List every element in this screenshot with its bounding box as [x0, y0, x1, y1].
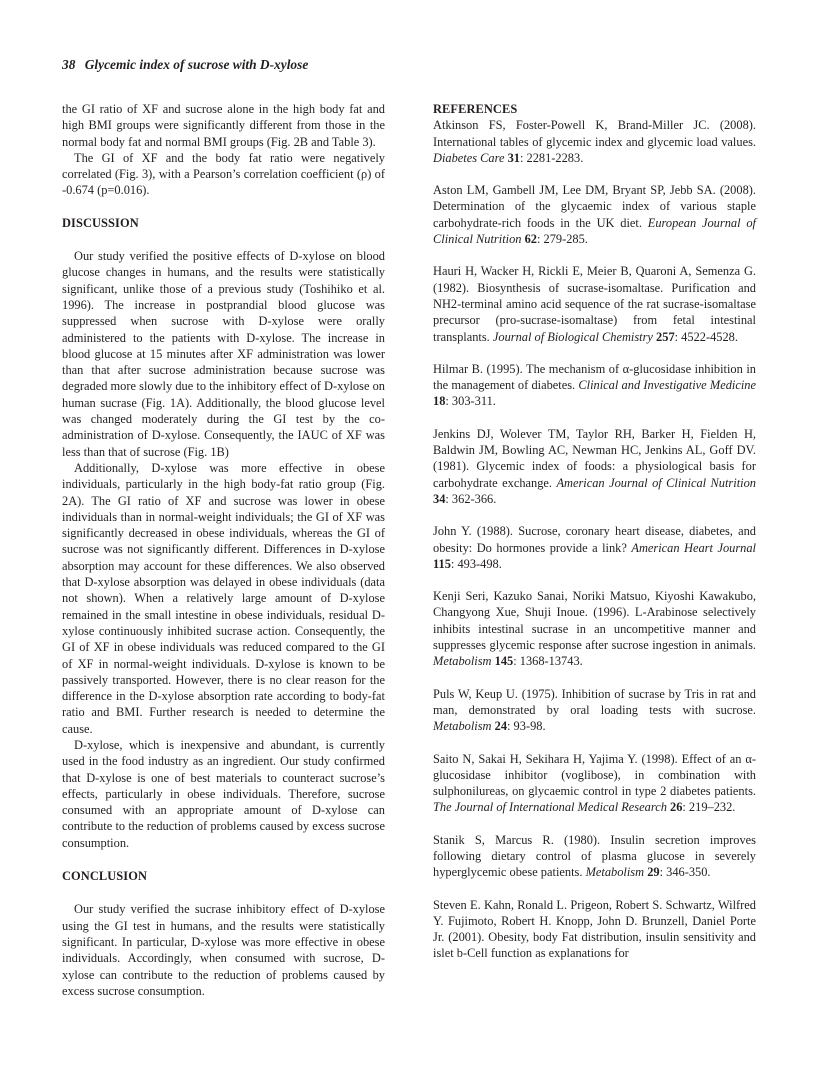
reference-volume: 18 [433, 394, 446, 409]
reference-text: Stanik S, Marcus R. (1980). Insulin secretion improves following dietary control of plasma glucose in severely hyperglycemic obese patients. [433, 832, 756, 880]
reference-text: Hauri H, Wacker H, Rickli E, Meier B, Quaroni A, Semenza G. (1982). Biosynthesis of sucrase-isomaltase. Purification and NH2-terminal amino acid sequence of the rat sucrase-isomaltase precursor (pro-sucrase-isomaltase) from fetal intestinal transplants. [433, 264, 756, 344]
reference-volume: 29 [647, 865, 660, 880]
reference-journal: Journal of Biological Chemistry [492, 329, 653, 344]
body-paragraph: the GI ratio of XF and sucrose alone in the high body fat and high BMI groups were significantly different from those in the normal body fat and normal BMI groups (Fig. 2B and Table 3). [62, 102, 385, 149]
running-header [62, 57, 308, 73]
reference-journal: Metabolism [433, 654, 492, 669]
reference-text: John Y. (1988). Sucrose, coronary heart disease, diabetes, and obesity: Do hormones provide a link? [433, 524, 756, 555]
reference-item [433, 523, 756, 572]
references-heading: REFERENCES [433, 102, 518, 116]
body-paragraph: Our study verified the sucrase inhibitory effect of D-xylose using the GI test in humans, and the results were statistically significant. In particular, D-xylose was more effective in obese individuals. Accordingly, when consumed with sucrose, D-xylose can contribute to the reduction of problems caused by excess sucrose consumption. [62, 902, 385, 998]
reference-journal: Metabolism [433, 719, 492, 734]
body-paragraph: D-xylose, which is inexpensive and abundant, is currently used in the food industry as an ingredient. Our study confirmed that D-xylose is one of best materials to counteract sucrose’s effects, particularly in obese individuals. Therefore, sucrose consumed with an appropriate amount of D-xylose can contribute to the reduction of problems caused by excess sucrose consumption. [62, 737, 385, 850]
reference-journal: European Journal of Clinical Nutrition [433, 215, 756, 247]
body-paragraph: The GI of XF and the body fat ratio were negatively correlated (Fig. 3), with a Pearson’s correlation coefficient (ρ) of -0.674 (p=0.016). [62, 150, 385, 198]
reference-item [433, 117, 756, 166]
body-paragraph: Additionally, D-xylose was more effective in obese individuals, particularly in the high body-fat ratio group (Fig. 2A). The GI ratio of XF and sucrose was lower in obese individuals than in normal-weight individuals; the GI of XF was significantly decreased in obese individuals, whereas the GI of sucrose was not significantly different. Differences in D-xylose absorption may account for these differences. We also observed that D-xylose absorption was delayed in obese individuals (data not shown). When a relatively large amount of D-xylose remained in the small intestine in obese individuals, residual D-xylose continuously inhibited sucrase action. Consequently, the GI of XF in obese individuals was reduced compared to the GI of XF in normal-weight individuals. D-xylose is known to be passively transported. However, there is no clear reason for the difference in the D-xylose absorption rate according to body-fat ratio and BMI. Further research is needed to determine the cause. [62, 460, 385, 736]
page-number: 38 [62, 57, 76, 72]
reference-volume: 24 [494, 719, 508, 734]
body-paragraph: Our study verified the positive effects of D-xylose on blood glucose changes in humans, and the results were statistically significant, unlike those of a previous study (Toshihiko et al. 1996). The increase in postprandial blood glucose was suppressed when sucrose with D-xylose were orally administered to the patients with D-xylose. The increase in blood glucose at 15 minutes after XF administration was lower than that after sucrose administration because sucrose was degraded more slowly due to the inhibitory effect of D-xylose on human sucrase (Fig. 1A). Additionally, the blood glucose level was changed moderately during the GI test by the co-administration of D-xylose. Consequently, the IAUC of XF was less than that of sucrose (Fig. 1B) [62, 249, 385, 459]
reference-volume: 34 [433, 491, 446, 506]
reference-journal: Clinical and Investigative Medicine [578, 378, 756, 393]
reference-text: Jenkins DJ, Wolever TM, Taylor RH, Barker H, Fielden H, Baldwin JM, Bowling AC, Newman HC, Jenkins AL, Goff DV. (1981). Glycemic index of foods: a physiological basis for carbohydrate exchange. [433, 426, 756, 490]
reference-text: Kenji Seri, Kazuko Sanai, Noriki Matsuo, Kiyoshi Kawakubo, Changyong Xue, Shuji Inoue. (1996). L-Arabinose selectively inhibits intestinal sucrase in an uncompetitive manner and suppresses glycemic response after sucrose ingestion in animals. [433, 589, 756, 653]
reference-pages: : 93-98. [507, 719, 546, 734]
reference-pages: : 219–232. [682, 800, 736, 815]
reference-pages: : 279-285. [536, 232, 588, 247]
reference-text: Atkinson FS, Foster-Powell K, Brand-Miller JC. (2008). International tables of glycemic index and glycemic load values. [433, 118, 756, 149]
reference-journal: American Journal of Clinical Nutrition [556, 475, 756, 490]
right-column [433, 101, 756, 978]
reference-item [433, 686, 756, 735]
reference-journal: The Journal of International Medical Research [433, 800, 667, 815]
left-column [62, 101, 385, 999]
reference-volume: 31 [507, 150, 520, 165]
reference-item [433, 588, 756, 669]
reference-volume: 115 [433, 556, 451, 571]
reference-volume: 62 [524, 232, 537, 247]
reference-pages: : 346-350. [659, 865, 711, 880]
reference-volume: 26 [670, 800, 683, 815]
reference-journal: Diabetes Care [433, 150, 505, 165]
reference-pages: : 1368-13743. [513, 654, 583, 669]
reference-pages: : 303-311. [445, 394, 496, 409]
reference-text: Hilmar B. (1995). The mechanism of α-glucosidase inhibition in the management of diabetes. [433, 361, 756, 393]
discussion-heading: DISCUSSION [62, 215, 139, 230]
reference-text: Steven E. Kahn, Ronald L. Prigeon, Robert S. Schwartz, Wilfred Y. Fujimoto, Robert H. Knopp, John D. Brunzell, Daniel Porte Jr. (2001). Obesity, body Fat distribution, insulin sensitivity and islet b-Cell function as explanations for [433, 897, 756, 961]
reference-list [433, 117, 756, 961]
reference-item [433, 426, 756, 507]
running-title: Glycemic index of sucrose with D-xylose [84, 57, 309, 72]
reference-item [433, 263, 756, 344]
reference-text: Saito N, Sakai H, Sekihara H, Yajima Y. (1998). Effect of an α-glucosidase inhibitor (voglibose), in combination with sulphonilureas, on glycaemic control in type 2 diabetes patients. [433, 751, 756, 799]
conclusion-heading: CONCLUSION [62, 869, 147, 884]
reference-item [433, 832, 756, 881]
reference-pages: : 4522-4528. [674, 329, 738, 344]
reference-item [433, 751, 756, 816]
reference-item [433, 897, 756, 962]
reference-text: Puls W, Keup U. (1975). Inhibition of sucrase by Tris in rat and man, demonstrated by oral loading tests with sucrose. [433, 686, 756, 717]
reference-pages: : 2281-2283. [519, 150, 584, 165]
reference-item [433, 182, 756, 247]
reference-text: Aston LM, Gambell JM, Lee DM, Bryant SP, Jebb SA. (2008). Determination of the glycaemic index of various staple carbohydrate-rich foods in the UK diet. [433, 183, 756, 230]
reference-item [433, 361, 756, 410]
reference-journal: Metabolism [585, 865, 645, 880]
reference-volume: 145 [494, 654, 514, 669]
reference-journal: American Heart Journal [631, 540, 756, 555]
reference-volume: 257 [656, 329, 675, 344]
reference-pages: : 493-498. [450, 556, 502, 571]
reference-pages: : 362-366. [445, 491, 497, 506]
